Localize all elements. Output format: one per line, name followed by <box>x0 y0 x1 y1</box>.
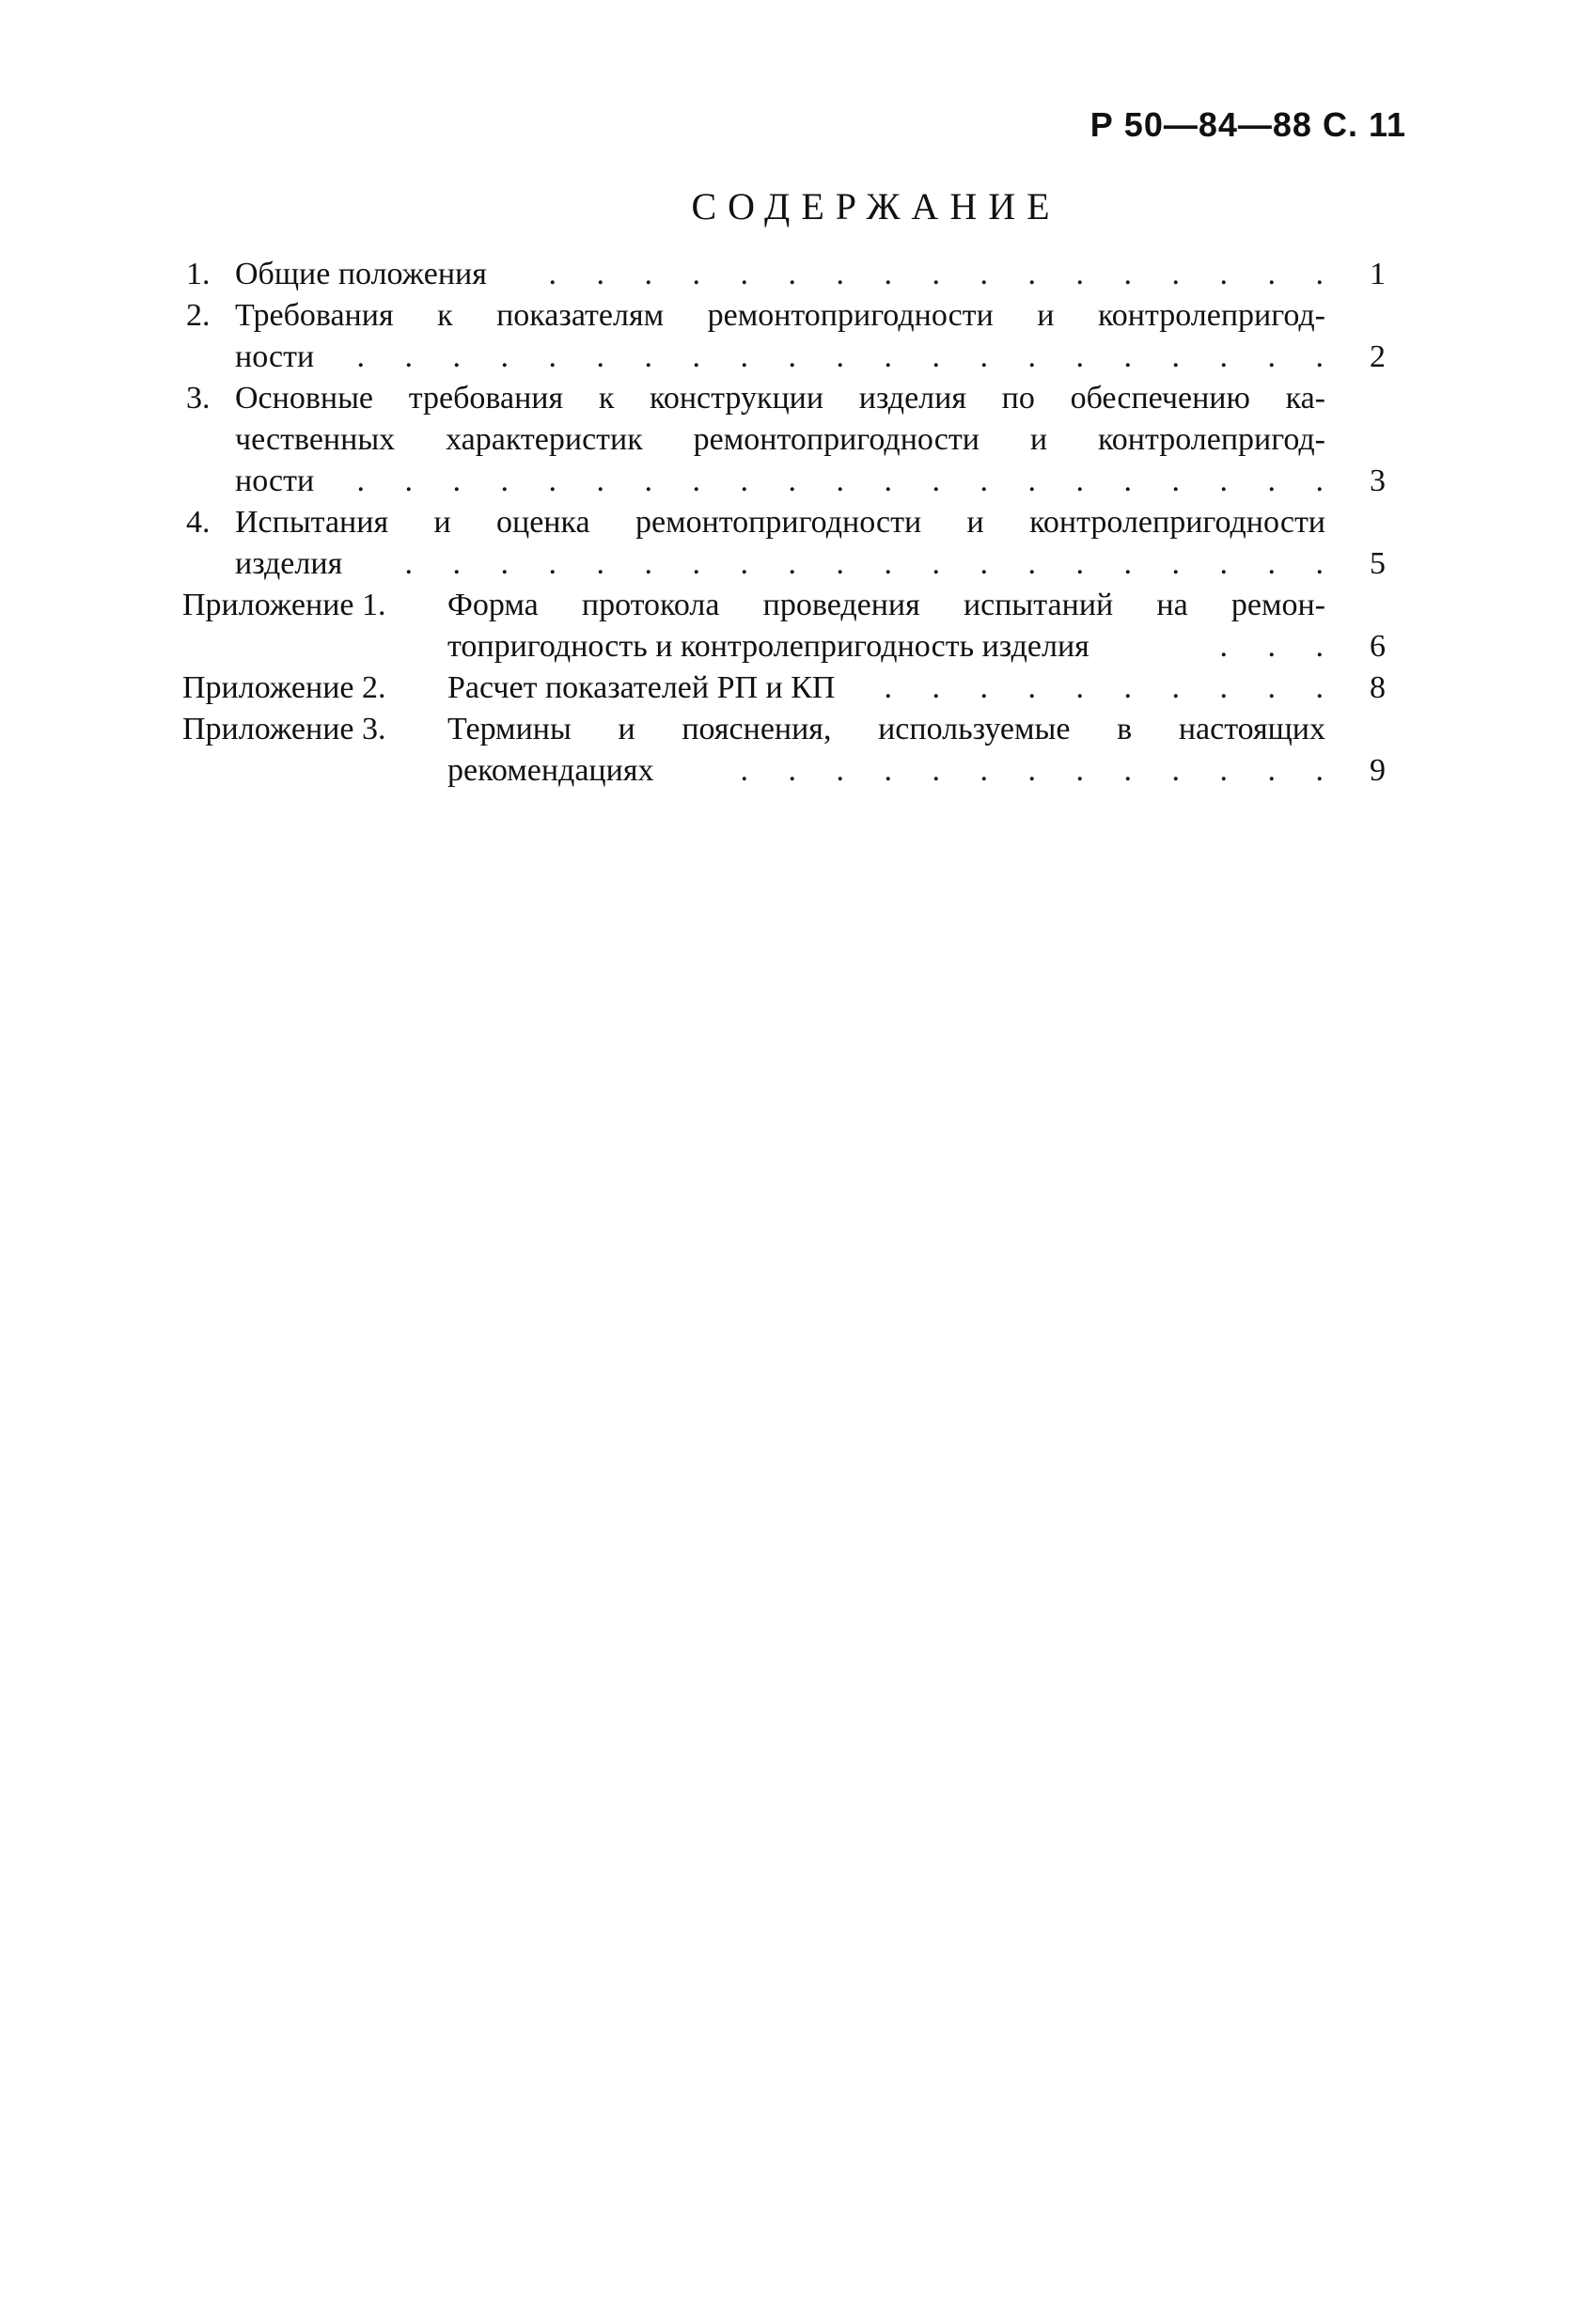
toc-entry-title-line: Основные требования к конструкции изделия по обеспечению ка- <box>235 381 1325 416</box>
toc-leader-dots <box>713 750 1324 792</box>
toc-appendix-3 <box>182 709 1386 750</box>
toc-leader-dots <box>872 667 1324 709</box>
toc-entry-title-line: Расчет показателей РП и КП <box>447 670 836 705</box>
toc-entry-title: Общие положения <box>235 257 487 291</box>
toc-entry-number: 2. <box>186 298 211 333</box>
toc-entry-title-line: топригодность и контролепригодность изделия <box>447 629 1089 664</box>
toc-entry-3-cont <box>186 461 1386 502</box>
toc-entry-4-cont <box>186 543 1386 585</box>
toc-entry-4 <box>186 502 1386 543</box>
toc-entry-number: 1. <box>186 257 211 291</box>
toc-entry-number: 4. <box>186 505 211 540</box>
toc-entry-title-line: Испытания и оценка ремонтопригодности и контролепригодности <box>235 505 1325 540</box>
toc-appendix-1 <box>182 585 1386 626</box>
toc-entry-3 <box>186 378 1386 419</box>
toc-entry-title-line: рекомендациях <box>447 753 654 788</box>
toc-page-number: 5 <box>1370 546 1386 581</box>
toc-leader-dots <box>365 543 1324 585</box>
toc-entry-title-line: Термины и пояснения, используемые в настоящих <box>447 712 1325 746</box>
toc-entry-title-line: Требования к показателям ремонтопригодности и контролепригод- <box>235 298 1325 333</box>
toc-appendix-label: Приложение 1. <box>182 588 386 622</box>
toc-leader-dots <box>534 254 1324 295</box>
toc-leader-dots <box>327 337 1324 378</box>
document-reference: Р 50—84—88 С. 11 <box>1089 105 1406 144</box>
toc-entry-number: 3. <box>186 381 211 416</box>
toc-entry-2 <box>186 295 1386 337</box>
toc-appendix-label: Приложение 3. <box>182 712 386 746</box>
toc-page-number: 6 <box>1370 629 1386 664</box>
toc-appendix-1-cont <box>186 626 1386 667</box>
toc-entry-title-line: Форма протокола проведения испытаний на ремон- <box>447 588 1325 622</box>
toc-entry-title-line: ности <box>235 463 315 498</box>
toc-appendix-2 <box>182 667 1386 709</box>
toc-page-number: 8 <box>1370 670 1386 705</box>
toc-leader-dots <box>1220 626 1324 667</box>
toc-page-number: 1 <box>1370 257 1386 291</box>
toc-page-number: 3 <box>1370 463 1386 498</box>
toc-entry-title-line: изделия <box>235 546 343 581</box>
toc-entry-2-cont <box>186 337 1386 378</box>
toc-appendix-label: Приложение 2. <box>182 670 386 705</box>
table-of-contents <box>182 254 1386 792</box>
toc-leader-dots <box>327 461 1324 502</box>
toc-entry-title-line: ности <box>235 339 315 374</box>
toc-entry-1 <box>186 254 1386 295</box>
toc-entry-3-cont <box>186 419 1386 461</box>
toc-page-number: 9 <box>1370 753 1386 788</box>
toc-page-number: 2 <box>1370 339 1386 374</box>
page-title: СОДЕРЖАНИЕ <box>691 185 1061 228</box>
toc-appendix-3-cont <box>186 750 1386 792</box>
toc-entry-title-line: чественных характеристик ремонтопригодности и контролепригод- <box>235 422 1325 457</box>
